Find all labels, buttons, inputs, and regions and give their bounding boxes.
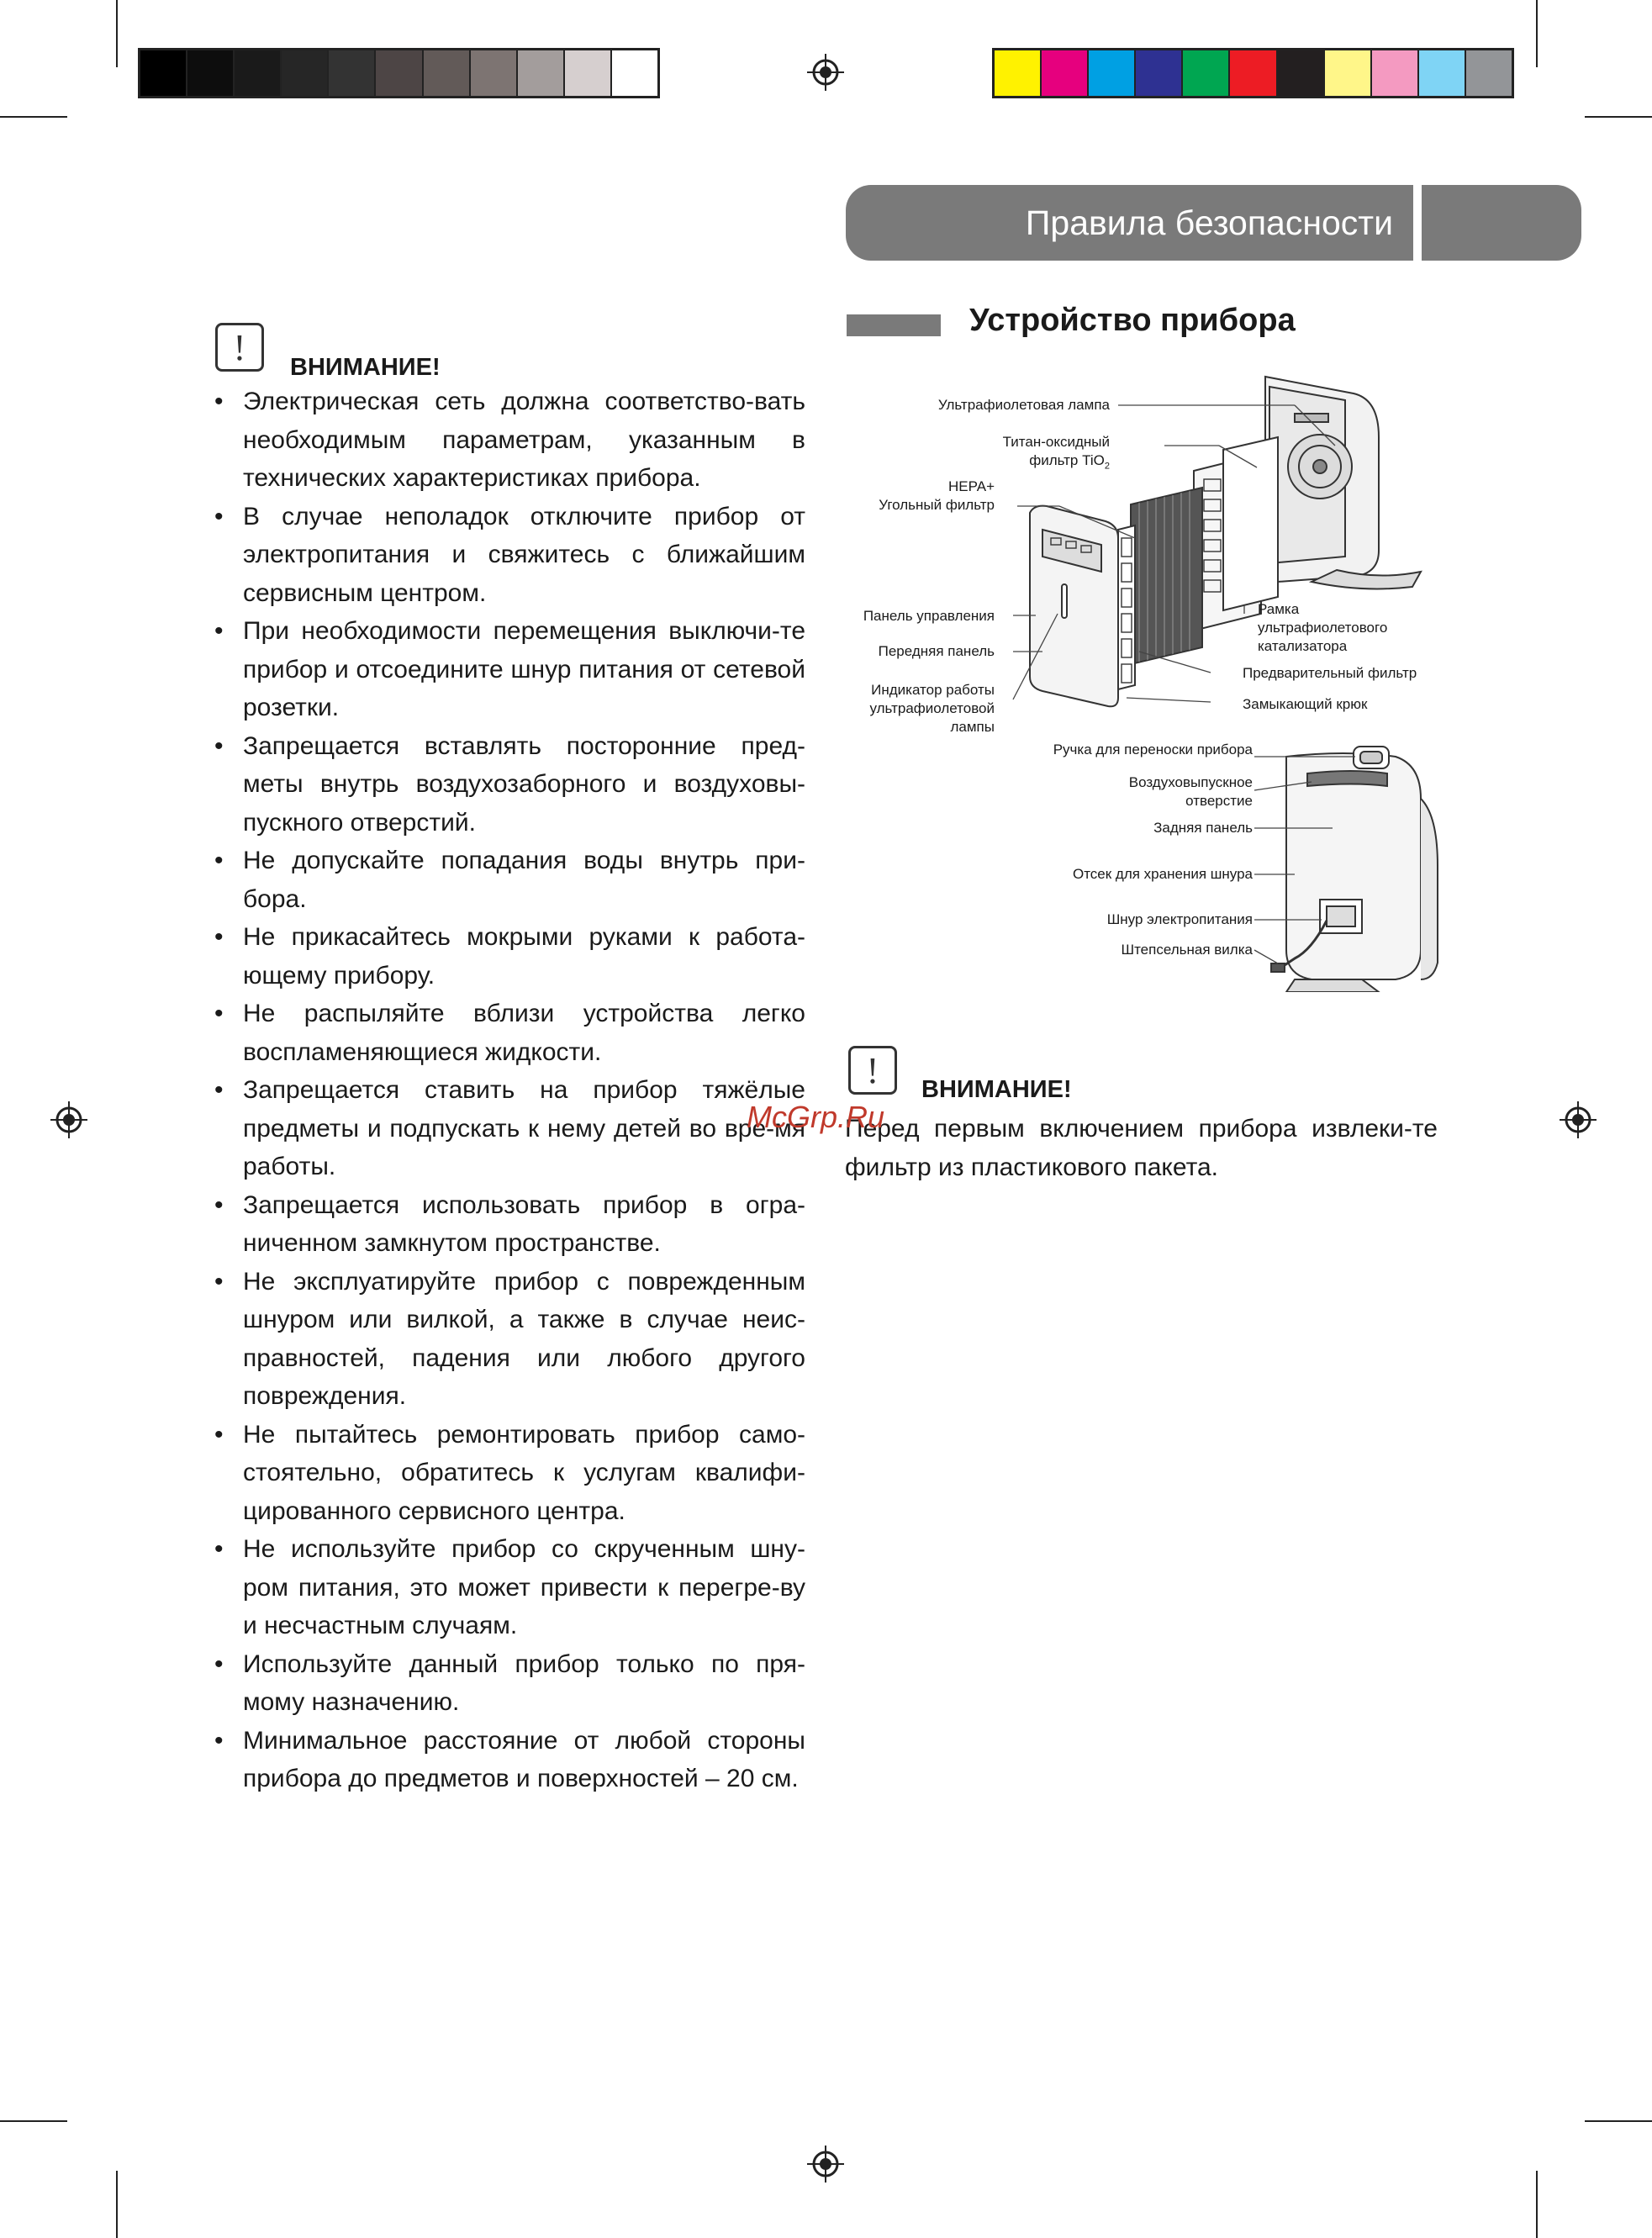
color-swatch bbox=[1089, 50, 1136, 96]
safety-rule-item: • Запрещается вставлять посторонние пред-меты внутрь воздухозаборного и воздуховы-пускного отверстий. bbox=[214, 727, 805, 842]
label-power-cord: Шнур электропитания bbox=[1106, 911, 1253, 927]
color-swatch bbox=[1042, 50, 1089, 96]
color-swatch bbox=[995, 50, 1042, 96]
label-cord-storage: Отсек для хранения шнура bbox=[1072, 866, 1253, 882]
label-plug: Штепсельная вилка bbox=[1121, 942, 1253, 958]
label-uv-frame: Рамка ультрафиолетового катализатора bbox=[1258, 601, 1388, 654]
color-swatch bbox=[1419, 50, 1466, 96]
color-swatch bbox=[1230, 50, 1277, 96]
safety-rule-item: • Запрещается использовать прибор в огра-ниченном замкнутом пространстве. bbox=[214, 1186, 805, 1263]
label-pre-filter: Предварительный фильтр bbox=[1243, 665, 1417, 681]
gray-swatch bbox=[518, 50, 565, 96]
gray-swatch bbox=[140, 50, 187, 96]
header-tab-end bbox=[1422, 185, 1581, 261]
crop-mark bbox=[1585, 116, 1652, 118]
gray-swatch bbox=[329, 50, 376, 96]
page-header-title: Правила безопасности bbox=[1025, 203, 1393, 242]
label-front-panel: Передняя панель bbox=[878, 643, 995, 659]
safety-rule-item: • Минимальное расстояние от любой стороны прибора до предметов и поверхностей – 20 см. bbox=[214, 1722, 805, 1798]
grayscale-bar bbox=[138, 48, 660, 98]
crop-mark bbox=[1536, 2171, 1538, 2238]
safety-rule-item: • При необходимости перемещения выключи-те прибор и отсоедините шнур питания от сетевой розетки. bbox=[214, 612, 805, 727]
safety-rule-item: • Не эксплуатируйте прибор с поврежденным шнуром или вилкой, а также в случае неис-правностей, падения или любого другого повреждения. bbox=[214, 1263, 805, 1416]
watermark: McGrp.Ru bbox=[747, 1100, 885, 1134]
gray-swatch bbox=[424, 50, 471, 96]
section-marker bbox=[847, 314, 941, 336]
safety-rules-list bbox=[214, 383, 805, 1798]
gray-swatch bbox=[471, 50, 518, 96]
color-swatch bbox=[1136, 50, 1183, 96]
crop-mark bbox=[1536, 0, 1538, 67]
warning-icon: ! bbox=[848, 1046, 897, 1095]
registration-mark-icon bbox=[807, 2146, 844, 2183]
label-back-panel: Задняя панель bbox=[1153, 820, 1253, 836]
gray-swatch bbox=[235, 50, 282, 96]
crop-mark bbox=[116, 2171, 118, 2238]
color-swatch bbox=[1278, 50, 1325, 96]
safety-rule-item: • Запрещается ставить на прибор тяжёлые предметы и подпускать к нему детей во вре-мя работы. bbox=[214, 1071, 805, 1186]
safety-rule-item: • Используйте данный прибор только по пря-мому назначению. bbox=[214, 1645, 805, 1722]
safety-rule-item: • Не пытайтесь ремонтировать прибор само-стоятельно, обратитесь к услугам квалифи-цированного сервисного центра. bbox=[214, 1416, 805, 1531]
color-swatch bbox=[1372, 50, 1419, 96]
label-outlet: Воздуховыпускное отверстие bbox=[1128, 774, 1253, 809]
label-tio2-filter: Титан-оксидный фильтр TiO$_2$ bbox=[1002, 434, 1110, 472]
safety-rule-item: • Не прикасайтесь мокрыми руками к работа-ющему прибору. bbox=[214, 918, 805, 995]
crop-mark bbox=[0, 116, 67, 118]
label-handle: Ручка для переноски прибора bbox=[1053, 742, 1253, 757]
label-uv-lamp: Ультрафиолетовая лампа bbox=[937, 397, 1110, 413]
color-swatch bbox=[1183, 50, 1230, 96]
label-uv-indicator: Индикатор работы ультрафиолетовой лампы bbox=[869, 682, 995, 735]
section-title: Устройство прибора bbox=[969, 303, 1296, 338]
header-separator bbox=[1413, 185, 1422, 261]
process-color-bar bbox=[992, 48, 1514, 98]
crop-mark bbox=[1585, 2120, 1652, 2122]
color-swatch bbox=[1466, 50, 1512, 96]
safety-rule-item: • В случае неполадок отключите прибор от электропитания и свяжитесь с ближайшим сервисным центром. bbox=[214, 498, 805, 613]
warning-title: ВНИМАНИЕ! bbox=[921, 1076, 1072, 1103]
registration-mark-icon bbox=[50, 1101, 87, 1138]
safety-rule-item: • Не распыляйте вблизи устройства легко воспламеняющиеся жидкости. bbox=[214, 995, 805, 1071]
gray-swatch bbox=[565, 50, 612, 96]
warning-title: ВНИМАНИЕ! bbox=[290, 354, 441, 381]
gray-swatch bbox=[376, 50, 423, 96]
label-control-panel: Панель управления bbox=[863, 608, 995, 624]
warning-icon: ! bbox=[215, 323, 264, 372]
label-hook: Замыкающий крюк bbox=[1243, 696, 1368, 712]
gray-swatch bbox=[612, 50, 657, 96]
registration-mark-icon bbox=[807, 54, 844, 91]
safety-rule-item: • Электрическая сеть должна соответство-вать необходимым параметрам, указанным в технических характеристиках прибора. bbox=[214, 383, 805, 498]
registration-mark-icon bbox=[1560, 1101, 1597, 1138]
page-header-tab bbox=[846, 185, 1413, 261]
gray-swatch bbox=[187, 50, 235, 96]
crop-mark bbox=[116, 0, 118, 67]
gray-swatch bbox=[282, 50, 329, 96]
safety-rule-item: • Не используйте прибор со скрученным шну-ром питания, это может привести к перегре-ву и несчастным случаям. bbox=[214, 1530, 805, 1645]
label-hepa-filter: HEPA+ Угольный фильтр bbox=[879, 478, 995, 513]
crop-mark bbox=[0, 2120, 67, 2122]
color-swatch bbox=[1325, 50, 1372, 96]
warning-note: Перед первым включением прибора извлеки-те фильтр из пластикового пакета. bbox=[845, 1115, 1438, 1181]
safety-rule-item: • Не допускайте попадания воды внутрь при-бора. bbox=[214, 842, 805, 918]
